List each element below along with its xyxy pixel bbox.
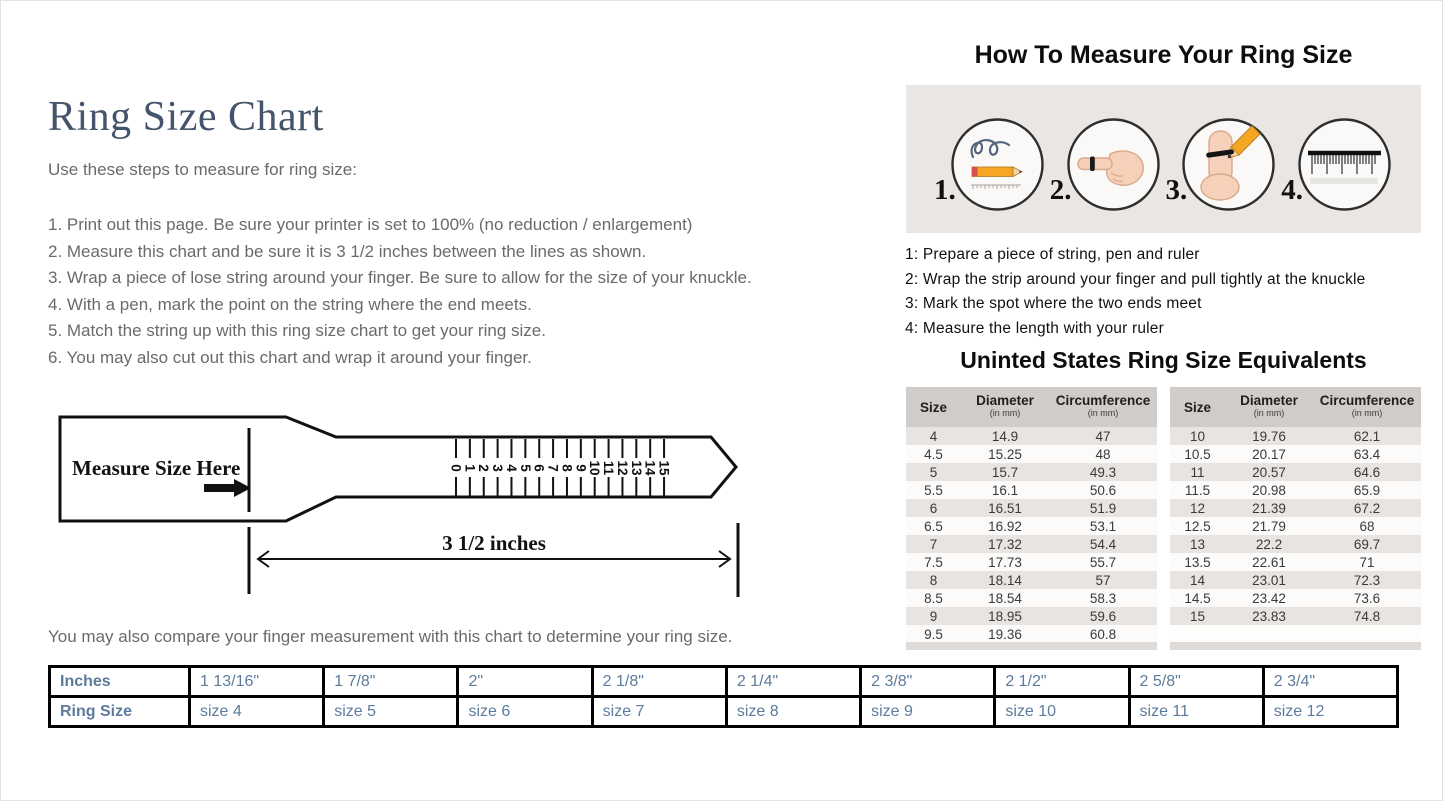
instruction-item: 5. Match the string up with this ring size chart to get your ring size. — [48, 321, 546, 341]
mark-string-icon — [1180, 116, 1277, 213]
equivalents-cell: 4 — [929, 428, 938, 444]
ruler-tick-number: 14 — [642, 460, 658, 476]
equivalents-cell: 17.32 — [988, 536, 1022, 552]
ruler-tick-number: 2 — [476, 464, 492, 472]
equivalents-row — [1170, 481, 1421, 499]
equivalents-table-right — [1170, 387, 1421, 625]
equivalents-row — [906, 589, 1157, 607]
equivalents-cell: 23.42 — [1252, 590, 1286, 606]
inches-cell: 1 7/8" — [324, 667, 458, 697]
equivalents-header-row — [906, 387, 1157, 427]
equivalents-cell: 55.7 — [1089, 554, 1117, 570]
equivalents-row — [1170, 535, 1421, 553]
equivalents-row — [1170, 517, 1421, 535]
equivalents-cell: 47 — [1095, 428, 1111, 444]
equivalents-cell: 15.7 — [991, 464, 1019, 480]
ring-size-cell: size 5 — [324, 697, 458, 727]
instruction-list — [48, 212, 752, 372]
equivalents-table-left-wrap — [906, 387, 1157, 650]
equivalents-cell: 7 — [929, 536, 938, 552]
equivalents-row — [1170, 607, 1421, 625]
how-to-step-1 — [934, 116, 1046, 213]
ruler-tick-number: 13 — [628, 460, 644, 476]
step-number: 4. — [1281, 173, 1303, 206]
ruler-tick-number: 0 — [448, 464, 464, 472]
equivalents-cell: 71 — [1359, 554, 1375, 570]
equivalents-cell: 18.14 — [988, 572, 1022, 588]
inches-measure-label: 3 1/2 inches — [442, 531, 546, 555]
equivalents-title: Uninted States Ring Size Equivalents — [960, 347, 1367, 373]
equivalents-cell: 13 — [1189, 536, 1206, 552]
how-to-step-2 — [1050, 116, 1162, 213]
how-to-step-text: 2: Wrap the strip around your finger and pull tightly at the knuckle — [905, 270, 1366, 288]
equivalents-cell: 12 — [1189, 500, 1206, 516]
step-number: 3. — [1165, 173, 1188, 206]
equivalents-cell: 14.5 — [1184, 590, 1211, 606]
equivalents-cell: 8.5 — [924, 590, 943, 606]
equivalents-cell: 18.54 — [988, 590, 1022, 606]
inches-to-size-table — [48, 665, 1399, 728]
inches-row-label: Inches — [50, 667, 190, 697]
equivalents-row — [906, 553, 1157, 571]
how-to-step-text: 4: Measure the length with your ruler — [905, 319, 1164, 337]
equivalents-cell: 58.3 — [1089, 590, 1117, 606]
equivalents-cell: 23.83 — [1252, 608, 1286, 624]
equivalents-cell: 7.5 — [924, 554, 943, 570]
equivalents-cell: 12.5 — [1184, 518, 1211, 534]
ruler-tick-number: 7 — [545, 464, 561, 472]
how-to-step-text: 3: Mark the spot where the two ends meet — [905, 295, 1202, 313]
equivalents-row — [906, 427, 1157, 445]
equivalents-cell: 13.5 — [1184, 554, 1211, 570]
string-and-pencil-icon — [949, 116, 1046, 213]
inches-cell: 2" — [458, 667, 592, 697]
ring-size-row-label: Ring Size — [50, 697, 190, 727]
equivalents-cell: 69.7 — [1353, 536, 1381, 552]
inches-cell: 2 5/8" — [1129, 667, 1263, 697]
equivalents-cell: 62.1 — [1353, 428, 1381, 444]
ruler-tick-number: 8 — [559, 464, 575, 472]
equivalents-cell: 23.01 — [1252, 572, 1286, 588]
ring-size-cell: size 4 — [190, 697, 324, 727]
equivalents-row — [906, 571, 1157, 589]
inches-cell: 2 3/4" — [1263, 667, 1397, 697]
equivalents-cell: 5 — [929, 464, 938, 480]
equivalents-cell: 60.8 — [1089, 626, 1117, 642]
string-on-finger-icon — [1065, 116, 1162, 213]
equivalents-cell: 18.95 — [988, 608, 1022, 624]
instruction-item: 4. With a pen, mark the point on the string where the end meets. — [48, 294, 532, 314]
equivalents-cell: 16.1 — [991, 482, 1019, 498]
ruler-tick-number: 10 — [587, 460, 603, 476]
size-col-header: Size — [1170, 387, 1225, 427]
equivalents-row — [1170, 571, 1421, 589]
equivalents-table-left — [906, 387, 1157, 643]
equivalents-cell: 64.6 — [1353, 464, 1381, 480]
ruler-tick-number: 1 — [462, 464, 478, 472]
equivalents-cell: 9 — [929, 608, 938, 624]
equivalents-cell: 53.1 — [1089, 518, 1117, 534]
ruler-tick-number: 11 — [601, 460, 617, 476]
equivalents-cell: 16.51 — [988, 500, 1022, 516]
equivalents-cell: 48 — [1095, 446, 1111, 462]
how-to-step-text: 1: Prepare a piece of string, pen and ruler — [905, 246, 1200, 263]
equivalents-cell: 4.5 — [924, 446, 943, 462]
step-number: 1. — [934, 173, 956, 206]
how-to-panel — [906, 85, 1421, 233]
ring-sizer-diagram — [48, 411, 753, 606]
instruction-item: 2. Measure this chart and be sure it is 3 1/2 inches between the lines as shown. — [48, 241, 647, 261]
equivalents-cell: 11 — [1190, 464, 1205, 480]
equivalents-cell: 74.8 — [1353, 608, 1381, 624]
equivalents-cell: 72.3 — [1353, 572, 1381, 588]
step-number: 2. — [1049, 173, 1072, 206]
diameter-col-header: Diameter (in mm) — [961, 387, 1049, 427]
equivalents-cell: 20.57 — [1252, 464, 1286, 480]
equivalents-cell: 10.5 — [1184, 446, 1211, 462]
equivalents-cell: 16.92 — [988, 518, 1022, 534]
equivalents-cell: 21.39 — [1252, 500, 1286, 516]
ring-size-cell: size 6 — [458, 697, 592, 727]
equivalents-row — [1170, 445, 1421, 463]
inches-row — [50, 667, 1398, 697]
how-to-step-3 — [1166, 116, 1278, 213]
equivalents-cell: 22.61 — [1252, 554, 1286, 570]
equivalents-cell: 11.5 — [1184, 482, 1211, 498]
equivalents-cell: 9.5 — [924, 626, 943, 642]
equivalents-cell: 57 — [1095, 572, 1111, 588]
equivalents-cell: 73.6 — [1353, 590, 1381, 606]
compare-note: You may also compare your finger measurement with this chart to determine your ring size. — [48, 627, 733, 646]
ruler-tick-number: 9 — [573, 464, 589, 472]
how-to-steps-list — [905, 243, 1365, 341]
equivalents-tables — [906, 387, 1421, 650]
equivalents-cell: 49.3 — [1089, 464, 1117, 480]
ring-size-cell: size 12 — [1263, 697, 1397, 727]
how-to-title: How To Measure Your Ring Size — [974, 41, 1353, 69]
equivalents-cell: 68 — [1359, 518, 1375, 534]
intro-text: Use these steps to measure for ring size: — [48, 160, 357, 179]
equivalents-cell: 67.2 — [1353, 500, 1381, 516]
equivalents-cell: 51.9 — [1089, 500, 1117, 516]
unit-label: (in mm) — [1253, 408, 1285, 418]
equivalents-row — [1170, 463, 1421, 481]
equivalents-row — [906, 517, 1157, 535]
equivalents-row — [1170, 553, 1421, 571]
equivalents-cell: 15.25 — [988, 446, 1022, 462]
equivalents-row — [906, 625, 1157, 643]
equivalents-cell: 22.2 — [1255, 536, 1283, 552]
equivalents-cell: 19.36 — [988, 626, 1022, 642]
ruler-tick-number: 6 — [531, 464, 547, 472]
equivalents-cell: 6.5 — [924, 518, 943, 534]
unit-label: (in mm) — [1351, 408, 1383, 418]
equivalents-row — [1170, 427, 1421, 445]
equivalents-cell: 20.98 — [1252, 482, 1286, 498]
equivalents-cell: 5.5 — [924, 482, 943, 498]
ruler-tick-number: 4 — [503, 464, 519, 472]
page-title: Ring Size Chart — [48, 94, 324, 140]
equivalents-row — [906, 445, 1157, 463]
equivalents-row — [1170, 499, 1421, 517]
ring-size-row — [50, 697, 1398, 727]
equivalents-row — [1170, 589, 1421, 607]
equivalents-row — [906, 499, 1157, 517]
unit-label: (in mm) — [1087, 408, 1119, 418]
instruction-item: 6. You may also cut out this chart and wrap it around your finger. — [48, 347, 532, 367]
equivalents-table-right-wrap — [1170, 387, 1421, 650]
equivalents-cell: 14.9 — [991, 428, 1019, 444]
inches-cell: 2 1/4" — [726, 667, 860, 697]
ring-size-cell: size 8 — [726, 697, 860, 727]
equivalents-cell: 59.6 — [1089, 608, 1117, 624]
ring-size-cell: size 7 — [592, 697, 726, 727]
equivalents-cell: 10 — [1189, 428, 1206, 444]
equivalents-cell: 20.17 — [1252, 446, 1286, 462]
equivalents-cell: 63.4 — [1353, 446, 1381, 462]
equivalents-row — [906, 535, 1157, 553]
equivalents-cell: 21.79 — [1252, 518, 1286, 534]
inches-cell: 2 1/8" — [592, 667, 726, 697]
equivalents-header-row — [1170, 387, 1421, 427]
equivalents-cell: 17.73 — [988, 554, 1022, 570]
inches-cell: 2 1/2" — [995, 667, 1129, 697]
equivalents-cell: 15 — [1189, 608, 1206, 624]
equivalents-cell: 8 — [929, 572, 938, 588]
inches-cell: 2 3/8" — [861, 667, 995, 697]
instruction-item: 1. Print out this page. Be sure your printer is set to 100% (no reduction / enlargement) — [48, 215, 693, 234]
equivalents-cell: 6 — [929, 500, 938, 516]
equivalents-row — [906, 481, 1157, 499]
measure-size-here-label: Measure Size Here — [72, 456, 241, 480]
circumference-col-header: Circumference (in mm) — [1313, 387, 1421, 427]
ruler-tick-number: 12 — [614, 460, 630, 476]
unit-label: (in mm) — [989, 408, 1021, 418]
ruler-tick-number: 3 — [490, 464, 506, 472]
equivalents-cell: 54.4 — [1089, 536, 1117, 552]
equivalents-cell: 65.9 — [1353, 482, 1381, 498]
equivalents-cell: 50.6 — [1089, 482, 1117, 498]
equivalents-row — [906, 463, 1157, 481]
ruler-tick-number: 15 — [656, 460, 672, 476]
diameter-col-header: Diameter (in mm) — [1225, 387, 1313, 427]
how-to-step-4 — [1281, 116, 1393, 213]
ruler-tick-number: 5 — [517, 464, 533, 472]
equivalents-row — [906, 607, 1157, 625]
ring-size-cell: size 9 — [861, 697, 995, 727]
instruction-item: 3. Wrap a piece of lose string around your finger. Be sure to allow for the size of your knuckle. — [48, 268, 752, 288]
inches-cell: 1 13/16" — [190, 667, 324, 697]
size-col-header: Size — [906, 387, 961, 427]
ring-size-cell: size 11 — [1129, 697, 1263, 727]
equivalents-cell: 14 — [1189, 572, 1206, 588]
circumference-col-header: Circumference (in mm) — [1049, 387, 1157, 427]
ring-size-cell: size 10 — [995, 697, 1129, 727]
ruler-icon — [1296, 116, 1393, 213]
equivalents-cell: 19.76 — [1252, 428, 1286, 444]
